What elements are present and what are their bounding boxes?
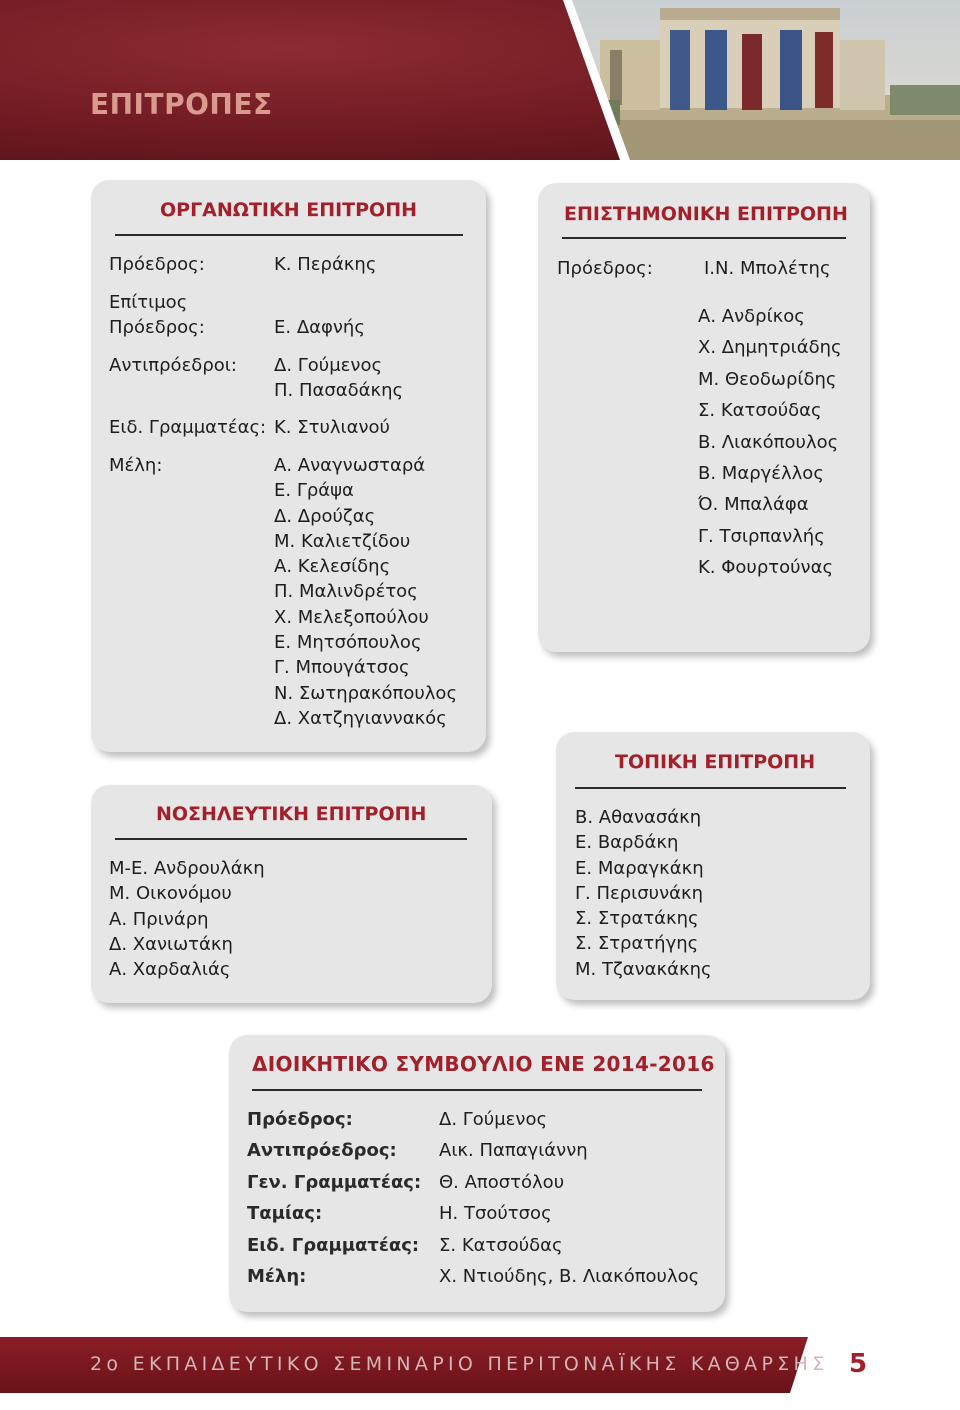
board-value-members: Χ. Ντιούδης, Β. Λιακόπουλος: [439, 1266, 700, 1287]
board-label-treasurer: Ταμίας:: [247, 1203, 323, 1224]
list-item: Π. Μαλινδρέτος: [274, 581, 418, 603]
board-title: ΔΙΟΙΚΗΤΙΚΟ ΣΥΜΒΟΥΛΙΟ ΕΝΕ 2014-2016: [252, 1052, 715, 1076]
organizing-secretary-label: Ειδ. Γραμματέας:: [109, 417, 267, 438]
scientific-committee-rule: [562, 237, 846, 239]
board-label-secretary-general: Γεν. Γραμματέας:: [247, 1172, 422, 1193]
organizing-members-label: Μέλη:: [109, 455, 163, 476]
board-label-president: Πρόεδρος:: [247, 1109, 353, 1130]
board-label-vice: Αντιπρόεδρος:: [247, 1140, 397, 1161]
list-item: Σ. Κατσούδας: [698, 400, 822, 422]
list-item: Σ. Στρατάκης: [575, 908, 699, 930]
board-value-president: Δ. Γούμενος: [439, 1109, 548, 1130]
local-committee-rule: [575, 787, 846, 789]
list-item: Ε. Βαρδάκη: [575, 832, 679, 854]
list-item: Γ. Μπουγάτσος: [274, 657, 410, 679]
board-label-special-secretary: Ειδ. Γραμματέας:: [247, 1235, 420, 1256]
scientific-president: Ι.Ν. Μπολέτης: [704, 258, 831, 279]
organizing-members-list: [274, 453, 457, 731]
organizing-vice-list: [274, 353, 403, 404]
list-item: Ν. Σωτηρακόπουλος: [274, 682, 458, 704]
list-item: Ε. Γράψα: [274, 480, 354, 502]
organizing-president: Κ. Περάκης: [274, 254, 377, 275]
board-value-special-secretary: Σ. Κατσούδας: [439, 1235, 563, 1256]
list-item: Σ. Στρατήγης: [575, 933, 699, 955]
list-item: Μ. Οικονόμου: [109, 883, 232, 905]
list-item: Γ. Περισυνάκη: [575, 882, 704, 904]
list-item: Δ. Δρούζας: [274, 505, 376, 527]
board-value-secretary-general: Θ. Αποστόλου: [439, 1172, 565, 1193]
scientific-committee-title: ΕΠΙΣΤΗΜΟΝΙΚΗ ΕΠΙΤΡΟΠΗ: [564, 203, 848, 225]
list-item: Μ. Τζανακάκης: [575, 958, 712, 980]
list-item: Δ. Χανιωτάκη: [109, 933, 233, 955]
list-item: Δ. Γούμενος: [274, 355, 383, 376]
list-item: Δ. Χατζηγιαννακός: [274, 707, 447, 729]
list-item: Β. Μαργέλλος: [698, 462, 824, 484]
nursing-committee-rule: [115, 838, 467, 840]
list-item: Γ. Τσιρπανλής: [698, 525, 825, 547]
list-item: Α. Ανδρίκος: [698, 306, 805, 327]
list-item: Χ. Μελεξοπούλου: [274, 606, 429, 628]
list-item: Β. Λιακόπουλος: [698, 431, 839, 453]
list-item: Ε. Μαραγκάκη: [575, 857, 704, 879]
list-item: Χ. Δημητριάδης: [698, 337, 842, 359]
board-rule: [252, 1089, 702, 1091]
list-item: Ε. Μητσόπουλος: [274, 632, 422, 654]
nursing-committee-title: ΝΟΣΗΛΕΥΤΙΚΗ ΕΠΙΤΡΟΠΗ: [156, 803, 427, 825]
board-label-members: Μέλη:: [247, 1266, 307, 1287]
organizing-honorary-label-1: Επίτιμος: [109, 292, 188, 313]
scientific-members-list: [698, 301, 842, 584]
nursing-members-list: [109, 856, 265, 982]
organizing-honorary-label-2: Πρόεδρος:: [109, 317, 205, 338]
list-item: Μ. Καλιετζίδου: [274, 530, 411, 552]
page-number: 5: [849, 1349, 868, 1379]
page-title: ΕΠΙΤΡΟΠΕΣ: [90, 88, 273, 121]
organizing-secretary: Κ. Στυλιανού: [274, 417, 390, 438]
footer-seminar-title: 2ο ΕΚΠΑΙΔΕΥΤΙΚΟ ΣΕΜΙΝΑΡΙΟ ΠΕΡΙΤΟΝΑΪΚΗΣ ΚΑΘΑΡΣΗΣ: [90, 1353, 829, 1375]
list-item: Π. Πασαδάκης: [274, 380, 404, 402]
local-committee-title: ΤΟΠΙΚΗ ΕΠΙΤΡΟΠΗ: [615, 751, 816, 773]
list-item: Μ-Ε. Ανδρουλάκη: [109, 858, 265, 879]
list-item: Α. Πρινάρη: [109, 908, 209, 930]
board-value-vice: Αικ. Παπαγιάννη: [439, 1140, 588, 1161]
list-item: Ό. Μπαλάφα: [698, 494, 809, 516]
list-item: Α. Αναγνωσταρά: [274, 455, 426, 476]
page-header: [0, 0, 960, 160]
list-item: Α. Κελεσίδης: [274, 556, 391, 578]
organizing-committee-title: ΟΡΓΑΝΩΤΙΚΗ ΕΠΙΤΡΟΠΗ: [160, 199, 418, 221]
board-value-treasurer: Η. Τσούτσος: [439, 1203, 552, 1224]
list-item: Β. Αθανασάκη: [575, 807, 702, 828]
list-item: Κ. Φουρτούνας: [698, 557, 834, 579]
organizing-honorary: Ε. Δαφνής: [274, 317, 365, 338]
local-members-list: [575, 805, 712, 982]
scientific-president-label: Πρόεδρος:: [557, 258, 653, 279]
organizing-vice-label: Αντιπρόεδροι:: [109, 355, 237, 376]
list-item: Μ. Θεοδωρίδης: [698, 368, 837, 390]
organizing-president-label: Πρόεδρος:: [109, 254, 205, 275]
organizing-committee-rule: [115, 234, 463, 236]
list-item: Α. Χαρδαλιάς: [109, 959, 231, 981]
